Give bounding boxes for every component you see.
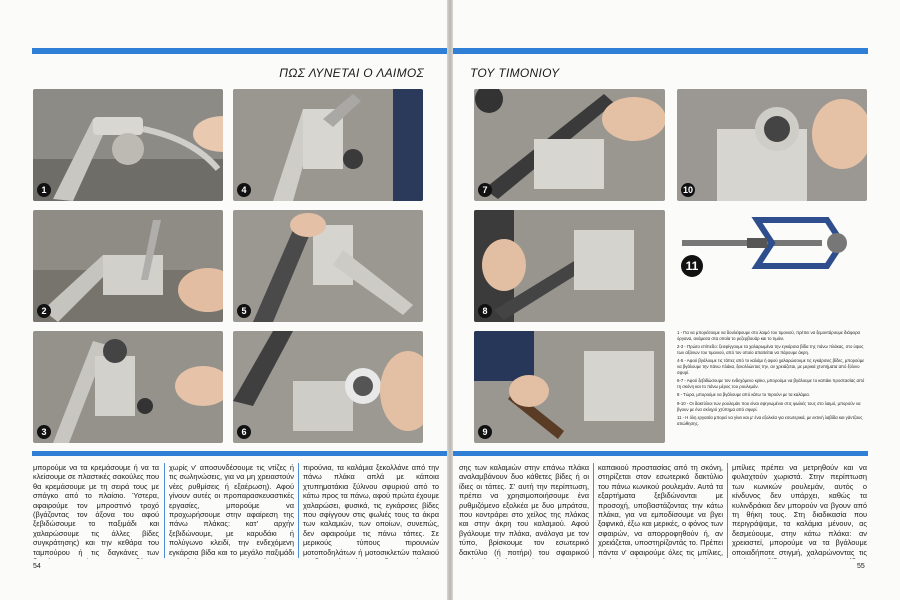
column-rule [298, 463, 299, 558]
body-column-2 [169, 463, 294, 559]
body-column-1 [33, 463, 159, 559]
photo-7 [474, 89, 665, 201]
photo-10 [677, 89, 867, 201]
title-left: ΠΩΣ ΛΥΝΕΤΑΙ Ο ΛΑΙΜΟΣ [279, 66, 424, 80]
photo-number: 2 [37, 304, 51, 318]
photo-number: 3 [37, 425, 51, 439]
caption: 1 - Για να μπορέσουμε να δουλέψουμε στο λαιμό του τιμονιού, πρέπει να ξεμοντάρουμε διάφορα όργανα, ανάμεσα στα οποία το ρεζερβουάρ και το τιμόνι. [677, 330, 860, 341]
caption: 6-7 - Αφού ξεβιδώσουμε τον ενδεχόμενο κρίκο, μπορούμε να βγάλουμε το καπάκι προστασίας από τη σκόνη και το πάνω μέρος του ρουλεμάν. [677, 378, 865, 389]
body-column-6 [732, 463, 867, 559]
caption: 8 - Τώρα, μπορούμε να βγάλουμε από κάτω το πιρούνι με τα καλάμια. [677, 392, 810, 398]
column-rule [593, 463, 594, 558]
photo-1 [33, 89, 223, 201]
photo-6 [233, 331, 423, 443]
photo-4 [233, 89, 423, 201]
top-rule-left [32, 48, 447, 54]
column-rule [727, 463, 728, 558]
photo-3 [33, 331, 223, 443]
body-text: καπακιού προστασίας από τη σκόνη, στηρίζεται στον εσωτερικό δακτύλιο του πάνω κωνικού ρουλεμάν. Αυτά τα εξαρτήματα ξεβιδώνονται με προσοχή, υποβαστάζοντας την κάτω πλάκα, για να εμποδίσουμε να βγει ξαφνικά, έξω και μερικές, ο φόνος των σφαιρών, να απορροφηθούν ή, αν χρειάζεται, υποστηρίζοντάς το. Πρέπει πάντα ν' αφαιρούμε όλες τις μπίλιες, [598, 463, 723, 557]
photo-number: 10 [682, 185, 693, 195]
column-rule [164, 463, 165, 558]
body-column-4 [459, 463, 589, 559]
photo-8 [474, 210, 665, 322]
body-text: πιρούνια, τα καλάμια ξεκολλάνε από την πάνω πλάκα απλά με κάποια χτυπηματάκια ξύλινου σφυριού από το κάτω προς τα πάνω, αφού πρώτα έχουμε χαλαρώσει, φυσικά, τις εγκάρσιες βίδες που σφίγγουν στις φωλιές τους τα άκρα των καλαμιών, των οποίων, συνεπώς, δεν αφαιρούμε τις πάνω τάπες. Σε μερικούς τύπους πιρουνιών μοτοποδηλάτων ή μοτοσικλετών παλαιού [303, 463, 439, 557]
body-text: μπίλιες πρέπει να μετρηθούν και να φυλαχτούν χωριστά. Στην περίπτωση των κωνικών ρουλεμάν, αυτός ο κίνδυνος δεν υπάρχει, καθώς τα κυλινδράκια δεν μπορούν να βγουν από τη θήκη τους. Στη διαδικασία που περιγράψαμε, τα καλάμια μένουν, ας δεσμεύουμε, στην κάτω πλάκα: αν χρειαστεί, μπορούμε να τα βγάλουμε οποιαδήποτε στιγμή, χαλαρώνοντας τις [732, 463, 867, 557]
photo-number: 11 [681, 255, 703, 277]
photo-captions [677, 330, 867, 429]
page-gutter [447, 0, 453, 600]
caption: 4-5 - Αφού βγάλουμε τις τάπες από το καλάμι ή αφού χαλαρώσουμε τις εγκάρσιες βίδες, μπορούμε να βγάλουμε την πάνω πλάκα, ξεκολλώντας την, αν χρειάζεται, με μερικά χτυπήματα από ξύλινο σφυρί. [677, 358, 865, 375]
photo-number: 7 [478, 183, 492, 197]
mid-rule-left [32, 451, 447, 456]
photo-11-puller [677, 210, 867, 322]
page-number-left: 54 [33, 563, 41, 570]
photo-number: 1 [37, 183, 51, 197]
body-column-5 [598, 463, 723, 559]
body-column-3 [303, 463, 439, 559]
photo-number: 6 [237, 425, 251, 439]
body-text: μπορούμε να τα κρεμάσουμε ή να τα κλείσουμε σε πλαστικές σακούλες που θα κρεμάσουμε με τη σειρά τους με σπάγκο από το πλαίσιο. Ύστερα, αφαιρούμε τον μπροστινό τροχό (βγάζοντας τον άξονα του αφού ξεβιδώσουμε το παξιμάδι και χαλαρώσουμε τις άλλες βίδες συγκράτησης) και την κεθάρα του ταμπούρου ή τις δαγκάνες των [33, 463, 159, 557]
mid-rule-right [453, 451, 868, 456]
top-rule-right [453, 48, 868, 54]
photo-number: 5 [237, 304, 251, 318]
caption: 9-10 - Οι δακτύλιοι των ρουλεμάν που είναι σφηνωμένοι στις φωλιές τους στο λαιμό, μπορούν να βγουν με ένα σκληρό χτύπημα από σφυρί. [677, 400, 861, 412]
photo-9 [474, 331, 665, 443]
photo-number: 8 [478, 304, 492, 318]
caption: 2-3 - Πρώτο επίπεδο: ξεσφίγγουμε τα χαλαρωμένα την εγκάρσια βίδα της πάνω πλάκας, στο ύψος των αξόνων του τιμονιού, από τον οποίο απαιτείται να πάρουμε άκρη. [677, 344, 864, 355]
title-right: ΤΟΥ ΤΙΜΟΝΙΟΥ [470, 66, 560, 80]
photo-5 [233, 210, 423, 322]
caption: 11 - Η όλη εργασία μπορεί να γίνει και μ' ένα εξολκέα για εσωτερικά, με εκτινή λαβίδα και γάντζους απώθησης. [677, 415, 863, 426]
page-number-right: 55 [857, 563, 865, 570]
body-text: σης των καλαμιών στην επάνω πλάκα αναλαμβάνουν δυο κάθετες βίδες ή οι ίδιες οι τάπες. Σ' αυτή την περίπτωση, πρέπει να χρησιμοποιήσουμε ένα ρυθμιζόμενο εξολκέα με δυο μπράτσα, που κοντράρει στο χείλος της πλάκας και στην άκρη του καλαμιού. Αφού βγάλουμε την πλάκα, ανάλογα με τον τύπο, βρίσκουμε τον εσωτερικό δακτύλιο (ή ποτήρι) του σφαιρικού [459, 463, 589, 557]
photo-number: 9 [478, 425, 492, 439]
photo-2 [33, 210, 223, 322]
photo-number: 4 [237, 183, 251, 197]
body-text: χωρίς ν' αποσυνδέσουμε τις ντίζες ή τις σωληνώσεις, για να μη χρειαστούν νέες ρυθμίσεις ή εξαέρωση). Αφού γίνουν αυτές οι προπαρασκευαστικές εργασίες, μπορούμε να προχωρήσουμε στην αφαίρεση της πάνω πλάκας: κατ' αρχήν ξεβιδώνουμε, με καρυδάκι ή πολύγωνο κλειδί, την ενδεχόμενη εγκάρσια βίδα και το μεγάλο παξιμάδι [169, 463, 294, 557]
